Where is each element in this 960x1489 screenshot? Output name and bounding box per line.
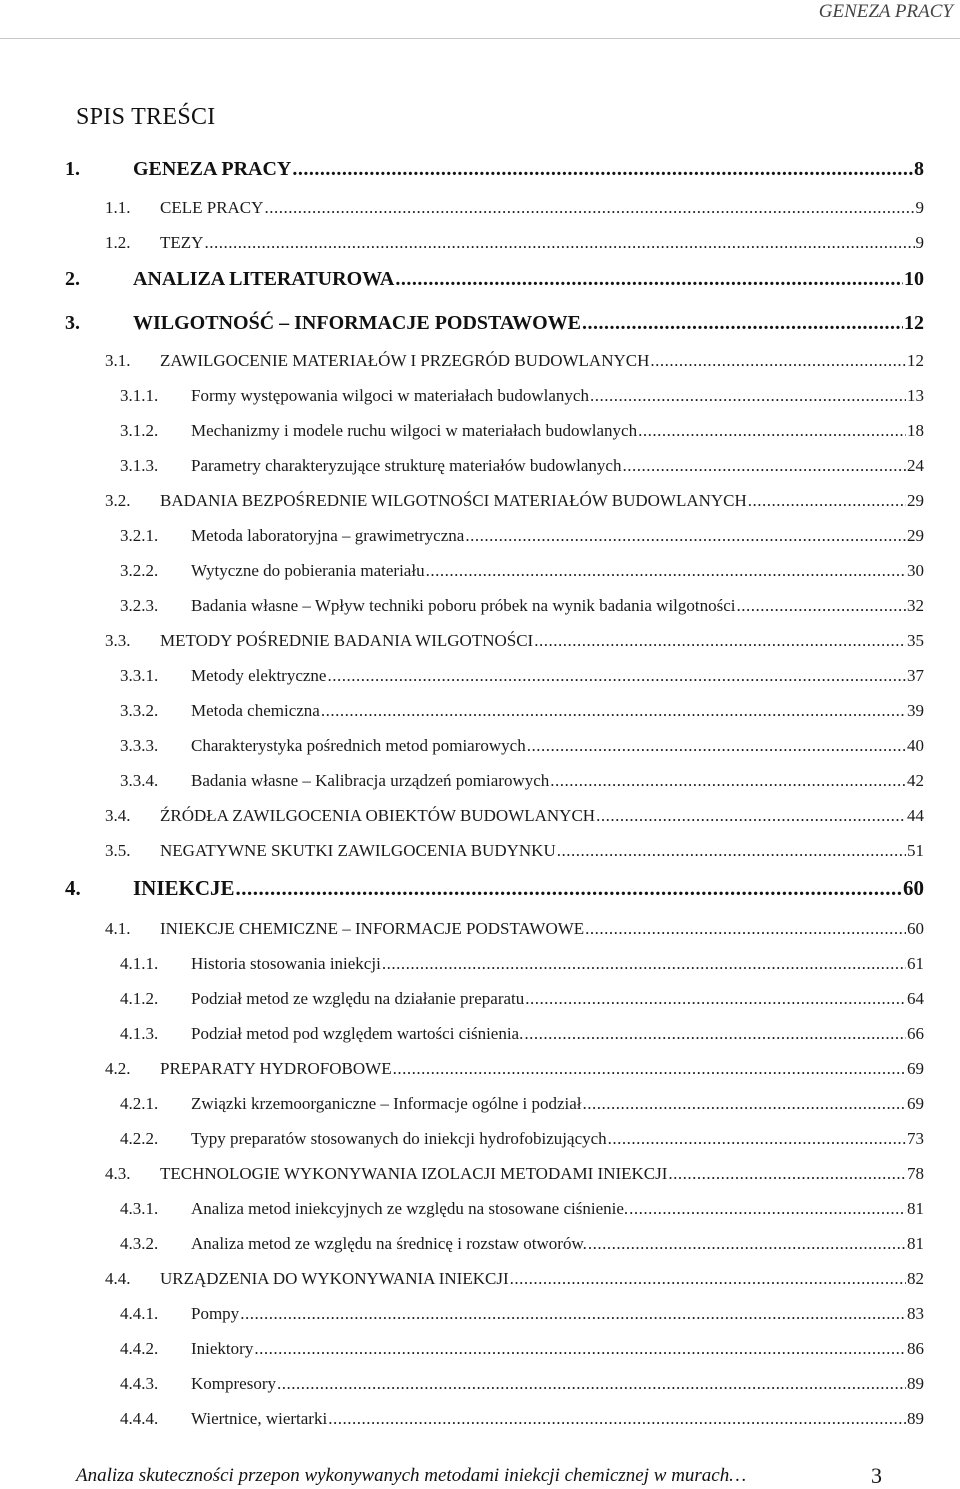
toc-entry-number: 3.1.1. bbox=[120, 386, 159, 405]
toc-entry-page: 61 bbox=[907, 954, 924, 973]
page-number: 3 bbox=[871, 1463, 882, 1488]
toc-entry-title: URZĄDZENIA DO WYKONYWANIA INIEKCJI bbox=[160, 1269, 509, 1288]
toc-entry[interactable] bbox=[120, 1234, 924, 1254]
toc-dot-leader bbox=[748, 491, 906, 511]
toc-dot-leader bbox=[395, 268, 903, 291]
toc-entry-title: Wiertnice, wiertarki bbox=[191, 1409, 328, 1428]
toc-entry-page: 60 bbox=[903, 876, 924, 900]
toc-dot-leader bbox=[585, 919, 906, 939]
toc-entry[interactable] bbox=[105, 919, 924, 939]
toc-entry[interactable] bbox=[65, 312, 924, 335]
toc-entry-page: 81 bbox=[907, 1199, 924, 1218]
toc-entry-number: 4.4. bbox=[105, 1269, 131, 1288]
toc-entry-page: 10 bbox=[904, 268, 924, 290]
toc-entry-page: 81 bbox=[907, 1234, 924, 1253]
toc-entry-title: Wytyczne do pobierania materiału bbox=[191, 561, 425, 580]
toc-entry-page: 32 bbox=[907, 596, 924, 615]
toc-entry-page: 24 bbox=[907, 456, 924, 475]
toc-entry-title: Badania własne – Kalibracja urządzeń pomiarowych bbox=[191, 771, 550, 790]
footer-text: Analiza skuteczności przepon wykonywanych metodami iniekcji chemicznej w murach… bbox=[76, 1465, 747, 1486]
toc-entry-title: Podział metod pod względem wartości ciśnienia. bbox=[191, 1024, 524, 1043]
toc-dot-leader bbox=[668, 1164, 906, 1184]
toc-dot-leader bbox=[557, 841, 906, 861]
toc-entry-number: 3.1.2. bbox=[120, 421, 159, 440]
toc-entry-page: 12 bbox=[907, 351, 924, 370]
toc-entry-number: 3.3.1. bbox=[120, 666, 159, 685]
toc-entry-title: INIEKCJE CHEMICZNE – INFORMACJE PODSTAWOWE bbox=[160, 919, 585, 938]
toc-entry-page: 42 bbox=[907, 771, 924, 790]
toc-entry-title: TEZY bbox=[160, 233, 204, 252]
toc-dot-leader bbox=[264, 198, 914, 218]
toc-entry-number: 3.3.2. bbox=[120, 701, 159, 720]
toc-entry-page: 29 bbox=[907, 526, 924, 545]
toc-entry-number: 4.1. bbox=[105, 919, 131, 938]
toc-dot-leader bbox=[650, 351, 906, 371]
toc-entry-number: 3.3. bbox=[105, 631, 131, 650]
toc-entry-number: 3.2. bbox=[105, 491, 131, 510]
toc-entry[interactable] bbox=[120, 771, 924, 791]
toc-dot-leader bbox=[426, 561, 906, 581]
toc-dot-leader bbox=[588, 1234, 906, 1254]
toc-entry-number: 4.3.1. bbox=[120, 1199, 159, 1218]
toc-entry-page: 89 bbox=[907, 1374, 924, 1393]
toc-dot-leader bbox=[525, 989, 906, 1009]
toc-entry-title: CELE PRACY bbox=[160, 198, 264, 217]
toc-entry-title: Pompy bbox=[191, 1304, 240, 1323]
toc-entry-page: 18 bbox=[907, 421, 924, 440]
toc-dot-leader bbox=[393, 1059, 906, 1079]
toc-entry-page: 29 bbox=[907, 491, 924, 510]
toc-entry-number: 4.1.1. bbox=[120, 954, 159, 973]
toc-entry-number: 3.1.3. bbox=[120, 456, 159, 475]
toc-entry-page: 51 bbox=[907, 841, 924, 860]
toc-entry-title: Charakterystyka pośrednich metod pomiarowych bbox=[191, 736, 526, 755]
toc-entry[interactable] bbox=[65, 158, 924, 181]
toc-entry[interactable] bbox=[120, 666, 924, 686]
toc-entry-title: WILGOTNOŚĆ – INFORMACJE PODSTAWOWE bbox=[133, 312, 582, 334]
toc-entry-number: 4.4.4. bbox=[120, 1409, 159, 1428]
toc-entry[interactable] bbox=[105, 631, 924, 651]
toc-dot-leader bbox=[629, 1199, 906, 1219]
toc-entry-page: 30 bbox=[907, 561, 924, 580]
toc-entry-number: 1. bbox=[65, 158, 80, 180]
toc-entry-title: Iniektory bbox=[191, 1339, 254, 1358]
toc-dot-leader bbox=[328, 1409, 906, 1429]
toc-dot-leader bbox=[622, 456, 906, 476]
toc-entry-page: 66 bbox=[907, 1024, 924, 1043]
toc-entry-page: 89 bbox=[907, 1409, 924, 1428]
toc-entry-title: Analiza metod ze względu na średnicę i rozstaw otworów. bbox=[191, 1234, 587, 1253]
toc-entry-title: Typy preparatów stosowanych do iniekcji hydrofobizujących bbox=[191, 1129, 607, 1148]
toc-entry-number: 4.3.2. bbox=[120, 1234, 159, 1253]
toc-entry[interactable] bbox=[105, 1164, 924, 1184]
toc-dot-leader bbox=[465, 526, 906, 546]
toc-entry-title: PREPARATY HYDROFOBOWE bbox=[160, 1059, 392, 1078]
toc-entry-page: 83 bbox=[907, 1304, 924, 1323]
toc-entry-number: 4.2.1. bbox=[120, 1094, 159, 1113]
toc-entry-number: 2. bbox=[65, 268, 80, 290]
toc-entry[interactable] bbox=[120, 1304, 924, 1324]
toc-entry-title: TECHNOLOGIE WYKONYWANIA IZOLACJI METODAMI INIEKCJI bbox=[160, 1164, 668, 1183]
toc-dot-leader bbox=[608, 1129, 906, 1149]
toc-dot-leader bbox=[527, 736, 906, 756]
toc-entry-number: 3. bbox=[65, 312, 80, 334]
toc-entry[interactable] bbox=[105, 1269, 924, 1289]
toc-title: SPIS TREŚCI bbox=[76, 104, 216, 130]
toc-entry[interactable] bbox=[120, 989, 924, 1009]
toc-entry[interactable] bbox=[120, 526, 924, 546]
toc-dot-leader bbox=[382, 954, 906, 974]
toc-dot-leader bbox=[292, 158, 913, 181]
toc-entry-number: 3.4. bbox=[105, 806, 131, 825]
toc-entry-number: 3.2.3. bbox=[120, 596, 159, 615]
toc-entry[interactable] bbox=[65, 268, 924, 291]
toc-entry-number: 3.3.4. bbox=[120, 771, 159, 790]
toc-entry-title: Podział metod ze względu na działanie preparatu bbox=[191, 989, 525, 1008]
toc-dot-leader bbox=[524, 1024, 906, 1044]
toc-entry-page: 39 bbox=[907, 701, 924, 720]
toc-dot-leader bbox=[550, 771, 906, 791]
toc-entry-page: 37 bbox=[907, 666, 924, 685]
toc-entry-page: 64 bbox=[907, 989, 924, 1008]
toc-entry[interactable] bbox=[105, 491, 924, 511]
toc-entry-number: 1.1. bbox=[105, 198, 131, 217]
toc-entry[interactable] bbox=[120, 386, 924, 406]
toc-entry-page: 86 bbox=[907, 1339, 924, 1358]
toc-entry-number: 3.2.2. bbox=[120, 561, 159, 580]
toc-entry[interactable] bbox=[120, 1129, 924, 1149]
toc-dot-leader bbox=[583, 1094, 906, 1114]
toc-dot-leader bbox=[327, 666, 906, 686]
toc-entry-number: 1.2. bbox=[105, 233, 131, 252]
toc-entry[interactable] bbox=[120, 1409, 924, 1429]
toc-entry-title: Metoda chemiczna bbox=[191, 701, 320, 720]
toc-entry[interactable] bbox=[120, 1339, 924, 1359]
toc-dot-leader bbox=[236, 876, 902, 901]
toc-dot-leader bbox=[254, 1339, 906, 1359]
toc-entry-number: 4.2.2. bbox=[120, 1129, 159, 1148]
toc-entry-title: Kompresory bbox=[191, 1374, 276, 1393]
toc-entry[interactable] bbox=[120, 954, 924, 974]
toc-entry-page: 73 bbox=[907, 1129, 924, 1148]
toc-entry[interactable] bbox=[105, 841, 924, 861]
toc-entry[interactable] bbox=[105, 806, 924, 826]
toc-dot-leader bbox=[240, 1304, 906, 1324]
toc-entry-title: BADANIA BEZPOŚREDNIE WILGOTNOŚCI MATERIAŁÓW BUDOWLANYCH bbox=[160, 491, 747, 510]
toc-entry-title: ŹRÓDŁA ZAWILGOCENIA OBIEKTÓW BUDOWLANYCH bbox=[160, 806, 596, 825]
running-header bbox=[0, 0, 960, 39]
toc-entry-page: 9 bbox=[915, 233, 924, 252]
toc-entry[interactable] bbox=[120, 1374, 924, 1394]
running-footer bbox=[76, 1465, 882, 1487]
toc-entry-number: 4.3. bbox=[105, 1164, 131, 1183]
toc-entry-page: 12 bbox=[904, 312, 924, 334]
toc-entry-title: Metody elektryczne bbox=[191, 666, 327, 685]
toc-entry-number: 4.4.2. bbox=[120, 1339, 159, 1358]
toc-entry-title: Metoda laboratoryjna – grawimetryczna bbox=[191, 526, 465, 545]
toc-entry[interactable] bbox=[65, 876, 924, 901]
toc-entry-page: 13 bbox=[907, 386, 924, 405]
toc-entry-number: 4. bbox=[65, 876, 81, 900]
toc-entry-page: 9 bbox=[915, 198, 924, 217]
toc-entry-title: NEGATYWNE SKUTKI ZAWILGOCENIA BUDYNKU bbox=[160, 841, 556, 860]
toc-entry-title: Parametry charakteryzujące strukturę materiałów budowlanych bbox=[191, 456, 622, 475]
toc-entry-title: Historia stosowania iniekcji bbox=[191, 954, 381, 973]
toc-dot-leader bbox=[277, 1374, 906, 1394]
toc-dot-leader bbox=[582, 312, 903, 335]
toc-entry-page: 82 bbox=[907, 1269, 924, 1288]
toc-entry-title: ZAWILGOCENIE MATERIAŁÓW I PRZEGRÓD BUDOWLANYCH bbox=[160, 351, 650, 370]
toc-entry-number: 3.2.1. bbox=[120, 526, 159, 545]
toc-dot-leader bbox=[204, 233, 914, 253]
toc-entry[interactable] bbox=[105, 233, 924, 253]
toc-entry[interactable] bbox=[120, 596, 924, 616]
toc-entry[interactable] bbox=[105, 1059, 924, 1079]
toc-entry-page: 40 bbox=[907, 736, 924, 755]
toc-entry[interactable] bbox=[120, 456, 924, 476]
toc-dot-leader bbox=[510, 1269, 906, 1289]
toc-entry-page: 60 bbox=[907, 919, 924, 938]
toc-entry-title: INIEKCJE bbox=[133, 876, 235, 900]
toc-entry-number: 3.3.3. bbox=[120, 736, 159, 755]
toc-entry-title: ANALIZA LITERATUROWA bbox=[133, 268, 395, 290]
toc-entry-page: 35 bbox=[907, 631, 924, 650]
toc-entry[interactable] bbox=[120, 1024, 924, 1044]
toc-entry-number: 3.5. bbox=[105, 841, 131, 860]
toc-entry-number: 4.4.3. bbox=[120, 1374, 159, 1393]
toc-dot-leader bbox=[534, 631, 906, 651]
toc-entry-title: Analiza metod iniekcyjnych ze względu na stosowane ciśnienie. bbox=[191, 1199, 629, 1218]
toc-entry[interactable] bbox=[120, 701, 924, 721]
toc-dot-leader bbox=[321, 701, 906, 721]
toc-dot-leader bbox=[638, 421, 906, 441]
toc-entry-title: METODY POŚREDNIE BADANIA WILGOTNOŚCI bbox=[160, 631, 534, 650]
toc-entry-page: 8 bbox=[914, 158, 924, 180]
toc-entry-title: GENEZA PRACY bbox=[133, 158, 292, 180]
toc-entry[interactable] bbox=[120, 736, 924, 756]
toc-entry-page: 69 bbox=[907, 1059, 924, 1078]
toc-entry-title: Mechanizmy i modele ruchu wilgoci w materiałach budowlanych bbox=[191, 421, 638, 440]
toc-entry-number: 4.1.3. bbox=[120, 1024, 159, 1043]
toc-entry-number: 3.1. bbox=[105, 351, 131, 370]
toc-dot-leader bbox=[737, 596, 906, 616]
toc-entry-number: 4.4.1. bbox=[120, 1304, 159, 1323]
toc-entry[interactable] bbox=[120, 1199, 924, 1219]
toc-dot-leader bbox=[590, 386, 906, 406]
toc-entry-title: Formy występowania wilgoci w materiałach budowlanych bbox=[191, 386, 589, 405]
toc-entry-title: Badania własne – Wpływ techniki poboru próbek na wynik badania wilgotności bbox=[191, 596, 736, 615]
toc-entry-page: 44 bbox=[907, 806, 924, 825]
toc-entry-page: 78 bbox=[907, 1164, 924, 1183]
toc-dot-leader bbox=[596, 806, 906, 826]
toc-entry-title: Związki krzemoorganiczne – Informacje ogólne i podział bbox=[191, 1094, 582, 1113]
toc-entry[interactable] bbox=[120, 421, 924, 441]
toc-entry[interactable] bbox=[105, 198, 924, 218]
toc-entry-number: 4.2. bbox=[105, 1059, 131, 1078]
toc-entry[interactable] bbox=[120, 1094, 924, 1114]
running-header-title: GENEZA PRACY bbox=[818, 1, 953, 22]
toc-entry-page: 69 bbox=[907, 1094, 924, 1113]
toc-entry-number: 4.1.2. bbox=[120, 989, 159, 1008]
toc-entry[interactable] bbox=[105, 351, 924, 371]
toc-entry[interactable] bbox=[120, 561, 924, 581]
